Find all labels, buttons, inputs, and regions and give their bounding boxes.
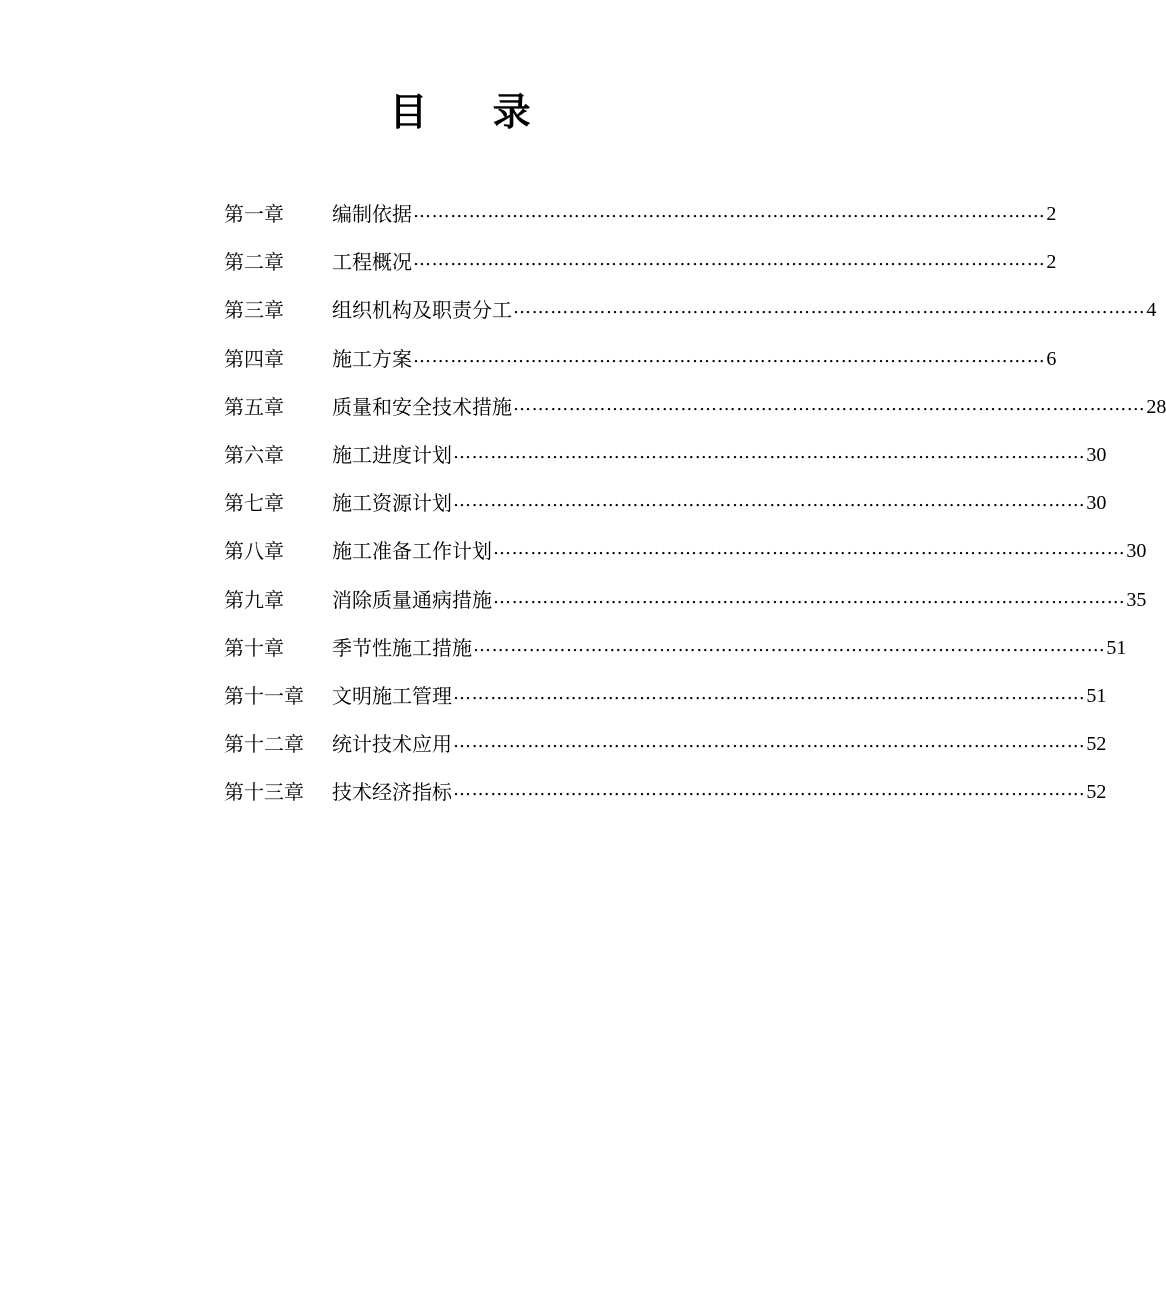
dot-leader: ………………………………………………………………………………………… (473, 634, 1106, 656)
chapter-number: 第一章 (224, 202, 284, 227)
page-number: 6 (1046, 347, 1057, 370)
toc-entry[interactable] (224, 335, 1057, 383)
chapter-title: 工程概况 (332, 250, 412, 275)
toc-entry[interactable] (224, 720, 1107, 768)
page-number: 2 (1046, 251, 1057, 274)
page-number: 30 (1126, 540, 1147, 563)
dot-leader: ………………………………………………………………………………………… (453, 682, 1086, 704)
chapter-title: 施工方案 (332, 346, 412, 371)
chapter-number: 第三章 (224, 298, 284, 323)
chapter-number: 第十章 (224, 635, 284, 660)
chapter-number: 第六章 (224, 443, 284, 468)
page-number: 35 (1126, 588, 1147, 611)
chapter-title: 技术经济指标 (332, 780, 452, 805)
toc-entry[interactable] (224, 479, 1107, 527)
toc-entry[interactable] (224, 383, 1166, 431)
chapter-title: 消除质量通病措施 (332, 587, 492, 612)
toc-entry[interactable] (224, 190, 1057, 238)
chapter-title: 施工进度计划 (332, 443, 452, 468)
chapter-title: 统计技术应用 (332, 732, 452, 757)
dot-leader: ………………………………………………………………………………………… (453, 442, 1086, 464)
page-number: 2 (1046, 203, 1057, 226)
chapter-number: 第十三章 (224, 780, 304, 805)
toc-entry[interactable] (224, 576, 1147, 624)
toc-entry[interactable] (224, 768, 1107, 816)
dot-leader: ………………………………………………………………………………………… (413, 345, 1046, 367)
chapter-number: 第五章 (224, 394, 284, 419)
dot-leader: ………………………………………………………………………………………… (513, 297, 1146, 319)
chapter-title: 组织机构及职责分工 (332, 298, 512, 323)
page-number: 51 (1106, 636, 1127, 659)
table-of-contents (224, 190, 1166, 816)
chapter-title: 文明施工管理 (332, 683, 452, 708)
toc-entry[interactable] (224, 286, 1157, 334)
chapter-number: 第十二章 (224, 732, 304, 757)
chapter-number: 第二章 (224, 250, 284, 275)
dot-leader: ………………………………………………………………………………………… (493, 538, 1126, 560)
chapter-title: 施工准备工作计划 (332, 539, 492, 564)
chapter-title: 季节性施工措施 (332, 635, 472, 660)
chapter-number: 第九章 (224, 587, 284, 612)
dot-leader: ………………………………………………………………………………………… (453, 779, 1086, 801)
page-number: 4 (1146, 299, 1157, 322)
chapter-number: 第七章 (224, 491, 284, 516)
page-number: 30 (1086, 492, 1107, 515)
chapter-number: 第八章 (224, 539, 284, 564)
toc-entry[interactable] (224, 527, 1147, 575)
page-number: 52 (1086, 733, 1107, 756)
page-number: 28 (1146, 395, 1166, 418)
chapter-number: 第四章 (224, 346, 284, 371)
chapter-title: 质量和安全技术措施 (332, 394, 512, 419)
toc-entry[interactable] (224, 672, 1107, 720)
toc-entry[interactable] (224, 238, 1057, 286)
chapter-title: 编制依据 (332, 202, 412, 227)
toc-entry[interactable] (224, 431, 1107, 479)
dot-leader: ………………………………………………………………………………………… (493, 586, 1126, 608)
page-title: 目 录 (389, 89, 557, 134)
page-number: 30 (1086, 444, 1107, 467)
toc-entry[interactable] (224, 624, 1127, 672)
dot-leader: ………………………………………………………………………………………… (413, 201, 1046, 223)
chapter-number: 第十一章 (224, 683, 304, 708)
dot-leader: ………………………………………………………………………………………… (513, 393, 1146, 415)
dot-leader: ………………………………………………………………………………………… (413, 249, 1046, 271)
chapter-title: 施工资源计划 (332, 491, 452, 516)
dot-leader: ………………………………………………………………………………………… (453, 731, 1086, 753)
page-number: 51 (1086, 684, 1107, 707)
page-number: 52 (1086, 781, 1107, 804)
dot-leader: ………………………………………………………………………………………… (453, 490, 1086, 512)
